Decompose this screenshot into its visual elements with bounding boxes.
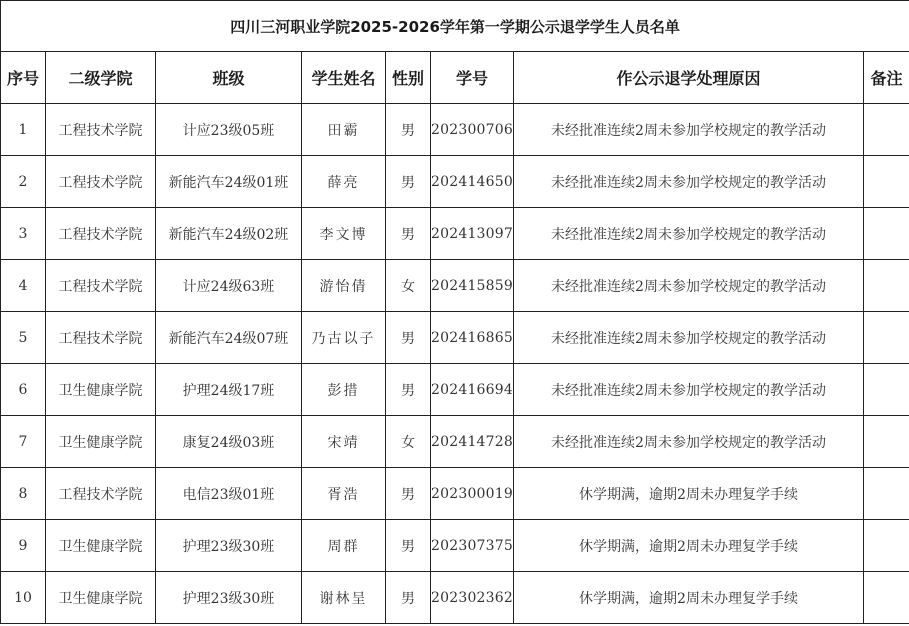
table-row xyxy=(1,364,909,416)
cell-name: 胥浩 xyxy=(302,468,386,520)
cell-reason: 未经批准连续2周未参加学校规定的教学活动 xyxy=(514,416,864,468)
cell-gender: 女 xyxy=(386,416,431,468)
cell-reason: 未经批准连续2周未参加学校规定的教学活动 xyxy=(514,208,864,260)
cell-name: 乃古以子 xyxy=(302,312,386,364)
cell-index: 2 xyxy=(1,156,46,208)
cell-gender: 男 xyxy=(386,364,431,416)
cell-gender: 男 xyxy=(386,520,431,572)
table-row xyxy=(1,572,909,624)
cell-class: 护理23级30班 xyxy=(156,520,302,572)
cell-college: 工程技术学院 xyxy=(46,104,156,156)
cell-remark xyxy=(864,312,909,364)
header-college: 二级学院 xyxy=(46,52,156,104)
cell-student-id: 202415859 xyxy=(431,260,514,312)
header-student-id: 学号 xyxy=(431,52,514,104)
cell-college: 工程技术学院 xyxy=(46,312,156,364)
header-row xyxy=(1,52,909,104)
header-name: 学生姓名 xyxy=(302,52,386,104)
cell-name: 谢林呈 xyxy=(302,572,386,624)
cell-name: 田霸 xyxy=(302,104,386,156)
table-row xyxy=(1,208,909,260)
cell-gender: 女 xyxy=(386,260,431,312)
table-row xyxy=(1,156,909,208)
cell-college: 工程技术学院 xyxy=(46,208,156,260)
cell-name: 周群 xyxy=(302,520,386,572)
cell-class: 新能汽车24级02班 xyxy=(156,208,302,260)
cell-gender: 男 xyxy=(386,312,431,364)
cell-remark xyxy=(864,156,909,208)
title-row xyxy=(1,1,909,52)
cell-class: 计应23级05班 xyxy=(156,104,302,156)
header-index: 序号 xyxy=(1,52,46,104)
header-remark: 备注 xyxy=(864,52,909,104)
cell-name: 李文博 xyxy=(302,208,386,260)
table-row xyxy=(1,416,909,468)
cell-gender: 男 xyxy=(386,572,431,624)
document-title: 四川三河职业学院2025-2026学年第一学期公示退学学生人员名单 xyxy=(1,1,909,52)
cell-reason: 未经批准连续2周未参加学校规定的教学活动 xyxy=(514,156,864,208)
cell-reason: 休学期满，逾期2周未办理复学手续 xyxy=(514,572,864,624)
cell-reason: 未经批准连续2周未参加学校规定的教学活动 xyxy=(514,312,864,364)
header-class: 班级 xyxy=(156,52,302,104)
cell-name: 游怡倩 xyxy=(302,260,386,312)
cell-class: 护理24级17班 xyxy=(156,364,302,416)
table-row xyxy=(1,260,909,312)
cell-gender: 男 xyxy=(386,468,431,520)
cell-reason: 未经批准连续2周未参加学校规定的教学活动 xyxy=(514,260,864,312)
cell-index: 9 xyxy=(1,520,46,572)
cell-student-id: 202413097 xyxy=(431,208,514,260)
cell-remark xyxy=(864,260,909,312)
cell-student-id: 202416694 xyxy=(431,364,514,416)
cell-class: 新能汽车24级07班 xyxy=(156,312,302,364)
cell-remark xyxy=(864,104,909,156)
cell-student-id: 202416865 xyxy=(431,312,514,364)
cell-remark xyxy=(864,416,909,468)
cell-class: 新能汽车24级01班 xyxy=(156,156,302,208)
cell-name: 宋靖 xyxy=(302,416,386,468)
cell-student-id: 202307375 xyxy=(431,520,514,572)
cell-index: 4 xyxy=(1,260,46,312)
cell-class: 计应24级63班 xyxy=(156,260,302,312)
cell-remark xyxy=(864,520,909,572)
cell-college: 卫生健康学院 xyxy=(46,416,156,468)
cell-name: 彭措 xyxy=(302,364,386,416)
cell-index: 3 xyxy=(1,208,46,260)
cell-student-id: 202300019 xyxy=(431,468,514,520)
cell-college: 工程技术学院 xyxy=(46,468,156,520)
cell-college: 工程技术学院 xyxy=(46,156,156,208)
table-row xyxy=(1,520,909,572)
cell-remark xyxy=(864,572,909,624)
cell-student-id: 202414650 xyxy=(431,156,514,208)
cell-gender: 男 xyxy=(386,156,431,208)
table-row xyxy=(1,104,909,156)
cell-student-id: 202300706 xyxy=(431,104,514,156)
cell-college: 工程技术学院 xyxy=(46,260,156,312)
header-reason: 作公示退学处理原因 xyxy=(514,52,864,104)
cell-student-id: 202302362 xyxy=(431,572,514,624)
cell-gender: 男 xyxy=(386,104,431,156)
cell-index: 10 xyxy=(1,572,46,624)
cell-reason: 休学期满，逾期2周未办理复学手续 xyxy=(514,468,864,520)
cell-class: 护理23级30班 xyxy=(156,572,302,624)
cell-college: 卫生健康学院 xyxy=(46,572,156,624)
cell-remark xyxy=(864,208,909,260)
cell-reason: 未经批准连续2周未参加学校规定的教学活动 xyxy=(514,364,864,416)
cell-index: 6 xyxy=(1,364,46,416)
cell-index: 7 xyxy=(1,416,46,468)
cell-remark xyxy=(864,364,909,416)
cell-college: 卫生健康学院 xyxy=(46,364,156,416)
cell-class: 康复24级03班 xyxy=(156,416,302,468)
cell-name: 薛亮 xyxy=(302,156,386,208)
cell-index: 5 xyxy=(1,312,46,364)
cell-gender: 男 xyxy=(386,208,431,260)
cell-class: 电信23级01班 xyxy=(156,468,302,520)
cell-index: 1 xyxy=(1,104,46,156)
table-row xyxy=(1,468,909,520)
header-gender: 性别 xyxy=(386,52,431,104)
cell-reason: 未经批准连续2周未参加学校规定的教学活动 xyxy=(514,104,864,156)
cell-remark xyxy=(864,468,909,520)
cell-college: 卫生健康学院 xyxy=(46,520,156,572)
cell-reason: 休学期满，逾期2周未办理复学手续 xyxy=(514,520,864,572)
cell-student-id: 202414728 xyxy=(431,416,514,468)
table-row xyxy=(1,312,909,364)
cell-index: 8 xyxy=(1,468,46,520)
